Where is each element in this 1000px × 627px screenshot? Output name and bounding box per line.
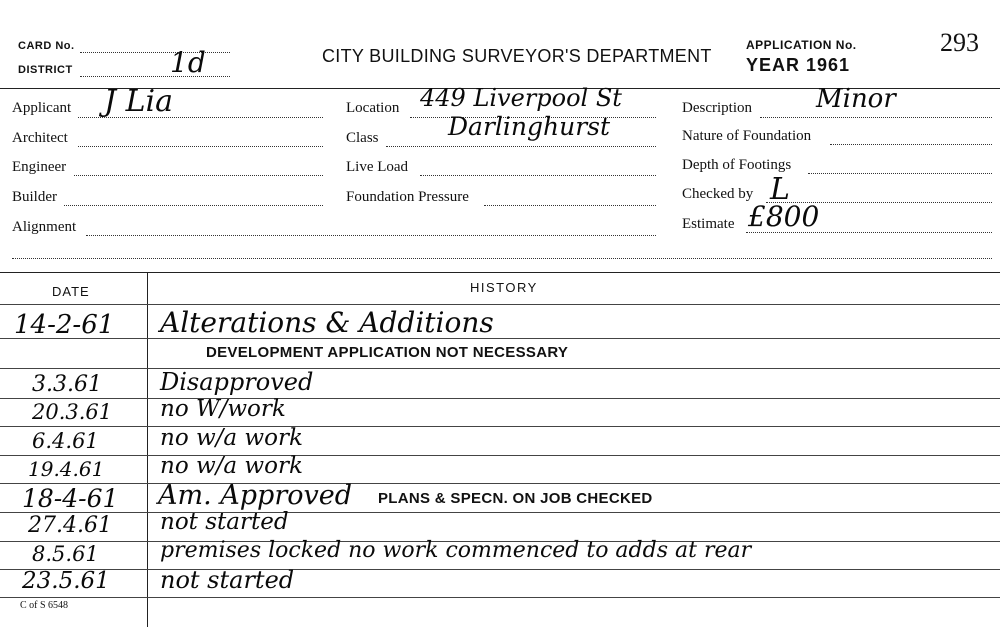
plans-checked-stamp: PLANS & SPECN. ON JOB CHECKED: [378, 490, 653, 507]
history-date: 27.4.61: [28, 513, 112, 538]
date-header: DATE: [52, 284, 90, 299]
year-label: YEAR 1961: [746, 55, 851, 75]
checked-label: Checked by: [682, 186, 754, 202]
nature-line: [830, 144, 992, 145]
header-rule: [0, 304, 1000, 305]
row-rule: [0, 398, 1000, 399]
history-date: 20.3.61: [32, 400, 113, 424]
depth-line: [808, 173, 992, 174]
foundation-pressure-line: [484, 205, 656, 206]
date-column-divider: [147, 272, 148, 627]
district-line: [80, 76, 230, 77]
engineer-label: Engineer: [12, 159, 67, 175]
architect-line: [78, 146, 323, 147]
depth-label: Depth of Footings: [682, 157, 792, 173]
form-number: C of S 6548: [20, 600, 69, 611]
history-date: 8.5.61: [32, 542, 99, 566]
row-rule: [0, 597, 1000, 598]
bottom-dotted-line: [12, 258, 992, 259]
row-rule: [0, 512, 1000, 513]
district-label: DISTRICT: [18, 64, 73, 76]
row-rule: [0, 338, 1000, 339]
history-text: premises locked no work commenced to adds at rear: [160, 538, 752, 563]
history-text: Am. Approved: [158, 480, 353, 511]
history-date: 19.4.61: [28, 457, 105, 481]
description-value: Minor: [816, 84, 896, 114]
alignment-label: Alignment: [12, 219, 77, 235]
application-label: APPLICATION No.: [746, 38, 857, 52]
development-stamp: DEVELOPMENT APPLICATION NOT NECESSARY: [206, 344, 569, 361]
builder-line: [64, 205, 323, 206]
history-text: not started: [160, 566, 295, 594]
card-no-label: CARD No.: [18, 40, 75, 52]
history-top-border: [0, 272, 1000, 273]
department-title: CITY BUILDING SURVEYOR'S DEPARTMENT: [322, 46, 712, 66]
architect-label: Architect: [12, 130, 68, 146]
live-load-line: [420, 175, 656, 176]
history-text: no w/a work: [160, 453, 303, 479]
class-label: Class: [346, 130, 379, 146]
history-text: not started: [160, 509, 289, 535]
history-date: 23.5.61: [22, 568, 110, 594]
row-rule: [0, 483, 1000, 484]
class-line: [386, 146, 656, 147]
history-text: Disapproved: [160, 368, 314, 396]
history-date: 3.3.61: [32, 372, 102, 397]
card-no-line: [80, 52, 230, 53]
estimate-label: Estimate: [682, 216, 735, 232]
history-text: no W/work: [160, 396, 286, 422]
row-rule: [0, 368, 1000, 369]
history-header: HISTORY: [470, 280, 538, 295]
history-date: 14-2-61: [14, 310, 115, 340]
history-date: 6.4.61: [32, 429, 99, 453]
row-rule: [0, 455, 1000, 456]
row-rule: [0, 426, 1000, 427]
nature-label: Nature of Foundation: [682, 128, 812, 144]
foundation-pressure-label: Foundation Pressure: [346, 189, 469, 205]
checked-value: L: [770, 172, 790, 207]
class-value: Darlinghurst: [448, 112, 611, 141]
estimate-value: £800: [748, 200, 820, 233]
live-load-label: Live Load: [346, 159, 409, 175]
builder-label: Builder: [12, 189, 57, 205]
applicant-value: J Lia: [104, 84, 173, 119]
alignment-line: [86, 235, 656, 236]
district-value: 1d: [170, 46, 206, 79]
engineer-line: [74, 175, 323, 176]
history-text: Alterations & Additions: [160, 306, 494, 339]
history-date: 18-4-61: [22, 484, 119, 513]
location-value: 449 Liverpool St: [420, 84, 622, 112]
location-label: Location: [346, 100, 400, 116]
history-text: no w/a work: [160, 425, 303, 451]
description-line: [760, 117, 992, 118]
applicant-label: Applicant: [12, 100, 72, 116]
application-number: 293: [940, 28, 979, 57]
description-label: Description: [682, 100, 752, 116]
row-rule: [0, 569, 1000, 570]
